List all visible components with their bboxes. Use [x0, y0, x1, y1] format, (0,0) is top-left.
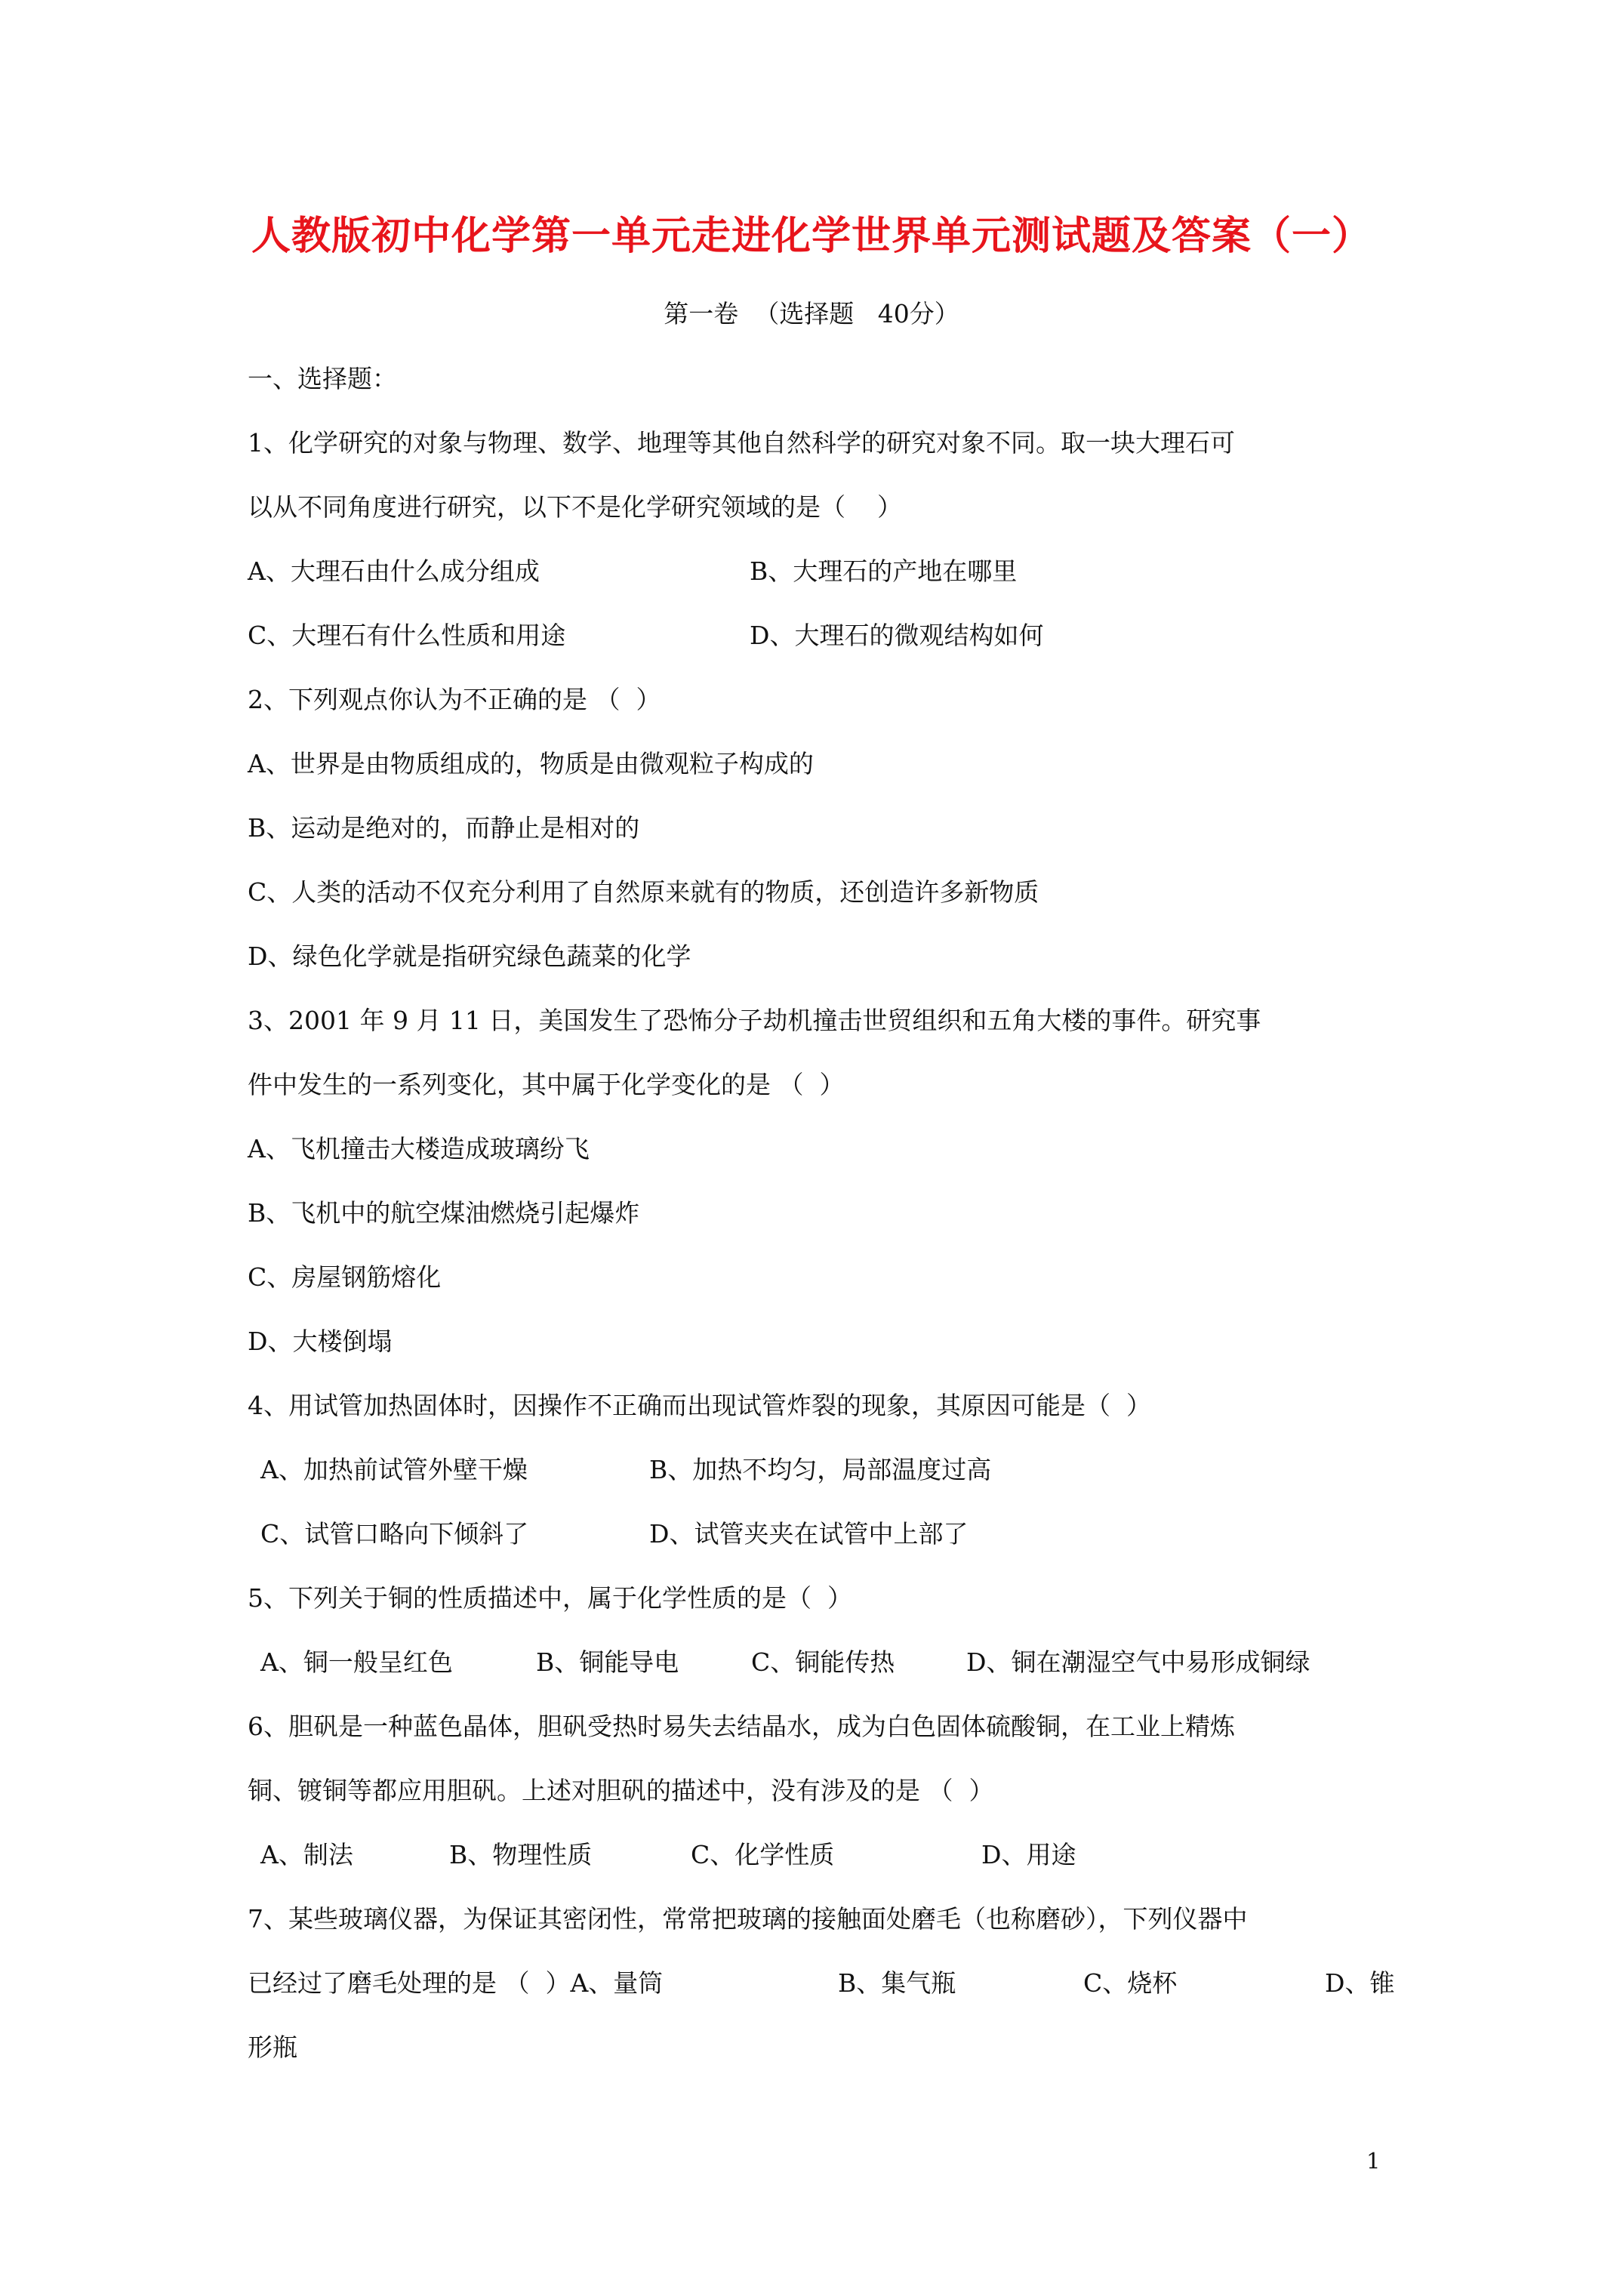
- question-6-line-1: 6、胆矾是一种蓝色晶体，胆矾受热时易失去结晶水，成为白色固体硫酸铜，在工业上精炼: [248, 1712, 1235, 1741]
- question-1-option-d: D、大理石的微观结构如何: [750, 621, 1044, 650]
- question-1-option-a: A、大理石由什么成分组成: [248, 556, 540, 586]
- question-5-option-a: A、铜一般呈红色: [260, 1647, 453, 1677]
- question-4-option-a: A、加热前试管外壁干燥: [260, 1455, 528, 1484]
- section-subtitle: 第一卷 （选择题 40分）: [664, 299, 959, 328]
- question-4-option-b: B、加热不均匀，局部温度过高: [649, 1455, 992, 1484]
- section-heading: 一、选择题：: [248, 364, 397, 393]
- question-2-option-d: D、绿色化学就是指研究绿色蔬菜的化学: [248, 942, 691, 971]
- question-1-option-c: C、大理石有什么性质和用途: [248, 621, 566, 650]
- question-3-option-a: A、飞机撞击大楼造成玻璃纷飞: [248, 1134, 590, 1163]
- question-7-option-b: B、集气瓶: [838, 1968, 956, 1998]
- question-1-line-2: 以从不同角度进行研究，以下不是化学研究领域的是（ ）: [248, 492, 902, 522]
- question-6-line-2: 铜、镀铜等都应用胆矾。上述对胆矾的描述中，没有涉及的是 （ ）: [248, 1776, 994, 1805]
- question-7-line-3: 形瓶: [248, 2032, 297, 2062]
- question-6-option-c: C、化学性质: [691, 1840, 835, 1869]
- question-6-option-d: D、用途: [981, 1840, 1076, 1869]
- question-4-option-d: D、试管夹夹在试管中上部了: [649, 1519, 969, 1549]
- question-5-option-d: D、铜在潮湿空气中易形成铜绿: [966, 1647, 1310, 1677]
- page-title: 人教版初中化学第一单元走进化学世界单元测试题及答案（一）: [251, 213, 1372, 259]
- question-6-option-b: B、物理性质: [449, 1840, 593, 1869]
- question-3-option-b: B、飞机中的航空煤油燃烧引起爆炸: [248, 1198, 640, 1228]
- page-number: 1: [1366, 2148, 1381, 2174]
- question-6-option-a: A、制法: [260, 1840, 353, 1869]
- question-4-line-1: 4、用试管加热固体时，因操作不正确而出现试管炸裂的现象，其原因可能是（ ）: [248, 1391, 1151, 1420]
- question-2-option-c: C、人类的活动不仅充分利用了自然原来就有的物质，还创造许多新物质: [248, 877, 1039, 907]
- question-5-option-b: B、铜能导电: [536, 1647, 679, 1677]
- question-4-option-c: C、试管口略向下倾斜了: [260, 1519, 529, 1549]
- question-3-line-1: 3、2001 年 9 月 11 日，美国发生了恐怖分子劫机撞击世贸组织和五角大楼的事件。研究事: [248, 1006, 1261, 1035]
- question-2-option-b: B、运动是绝对的，而静止是相对的: [248, 813, 640, 843]
- question-1-line-1: 1、化学研究的对象与物理、数学、地理等其他自然科学的研究对象不同。取一块大理石可: [248, 428, 1235, 458]
- question-3-option-d: D、大楼倒塌: [248, 1327, 393, 1356]
- question-7-option-d: D、锥: [1325, 1968, 1395, 1998]
- question-2-option-a: A、世界是由物质组成的，物质是由微观粒子构成的: [248, 749, 814, 778]
- question-3-line-2: 件中发生的一系列变化，其中属于化学变化的是 （ ）: [248, 1070, 845, 1099]
- question-7-line-2: 已经过了磨毛处理的是 （ ）A、量筒: [248, 1968, 664, 1998]
- question-2-line-1: 2、下列观点你认为不正确的是 （ ）: [248, 685, 661, 714]
- question-7-line-1: 7、某些玻璃仪器，为保证其密闭性，常常把玻璃的接触面处磨毛（也称磨砂），下列仪器中: [248, 1904, 1248, 1934]
- question-5-line-1: 5、下列关于铜的性质描述中，属于化学性质的是（ ）: [248, 1583, 852, 1613]
- question-3-option-c: C、房屋钢筋熔化: [248, 1262, 442, 1292]
- question-1-option-b: B、大理石的产地在哪里: [750, 556, 1018, 586]
- question-5-option-c: C、铜能传热: [751, 1647, 895, 1677]
- question-7-option-c: C、烧杯: [1083, 1968, 1178, 1998]
